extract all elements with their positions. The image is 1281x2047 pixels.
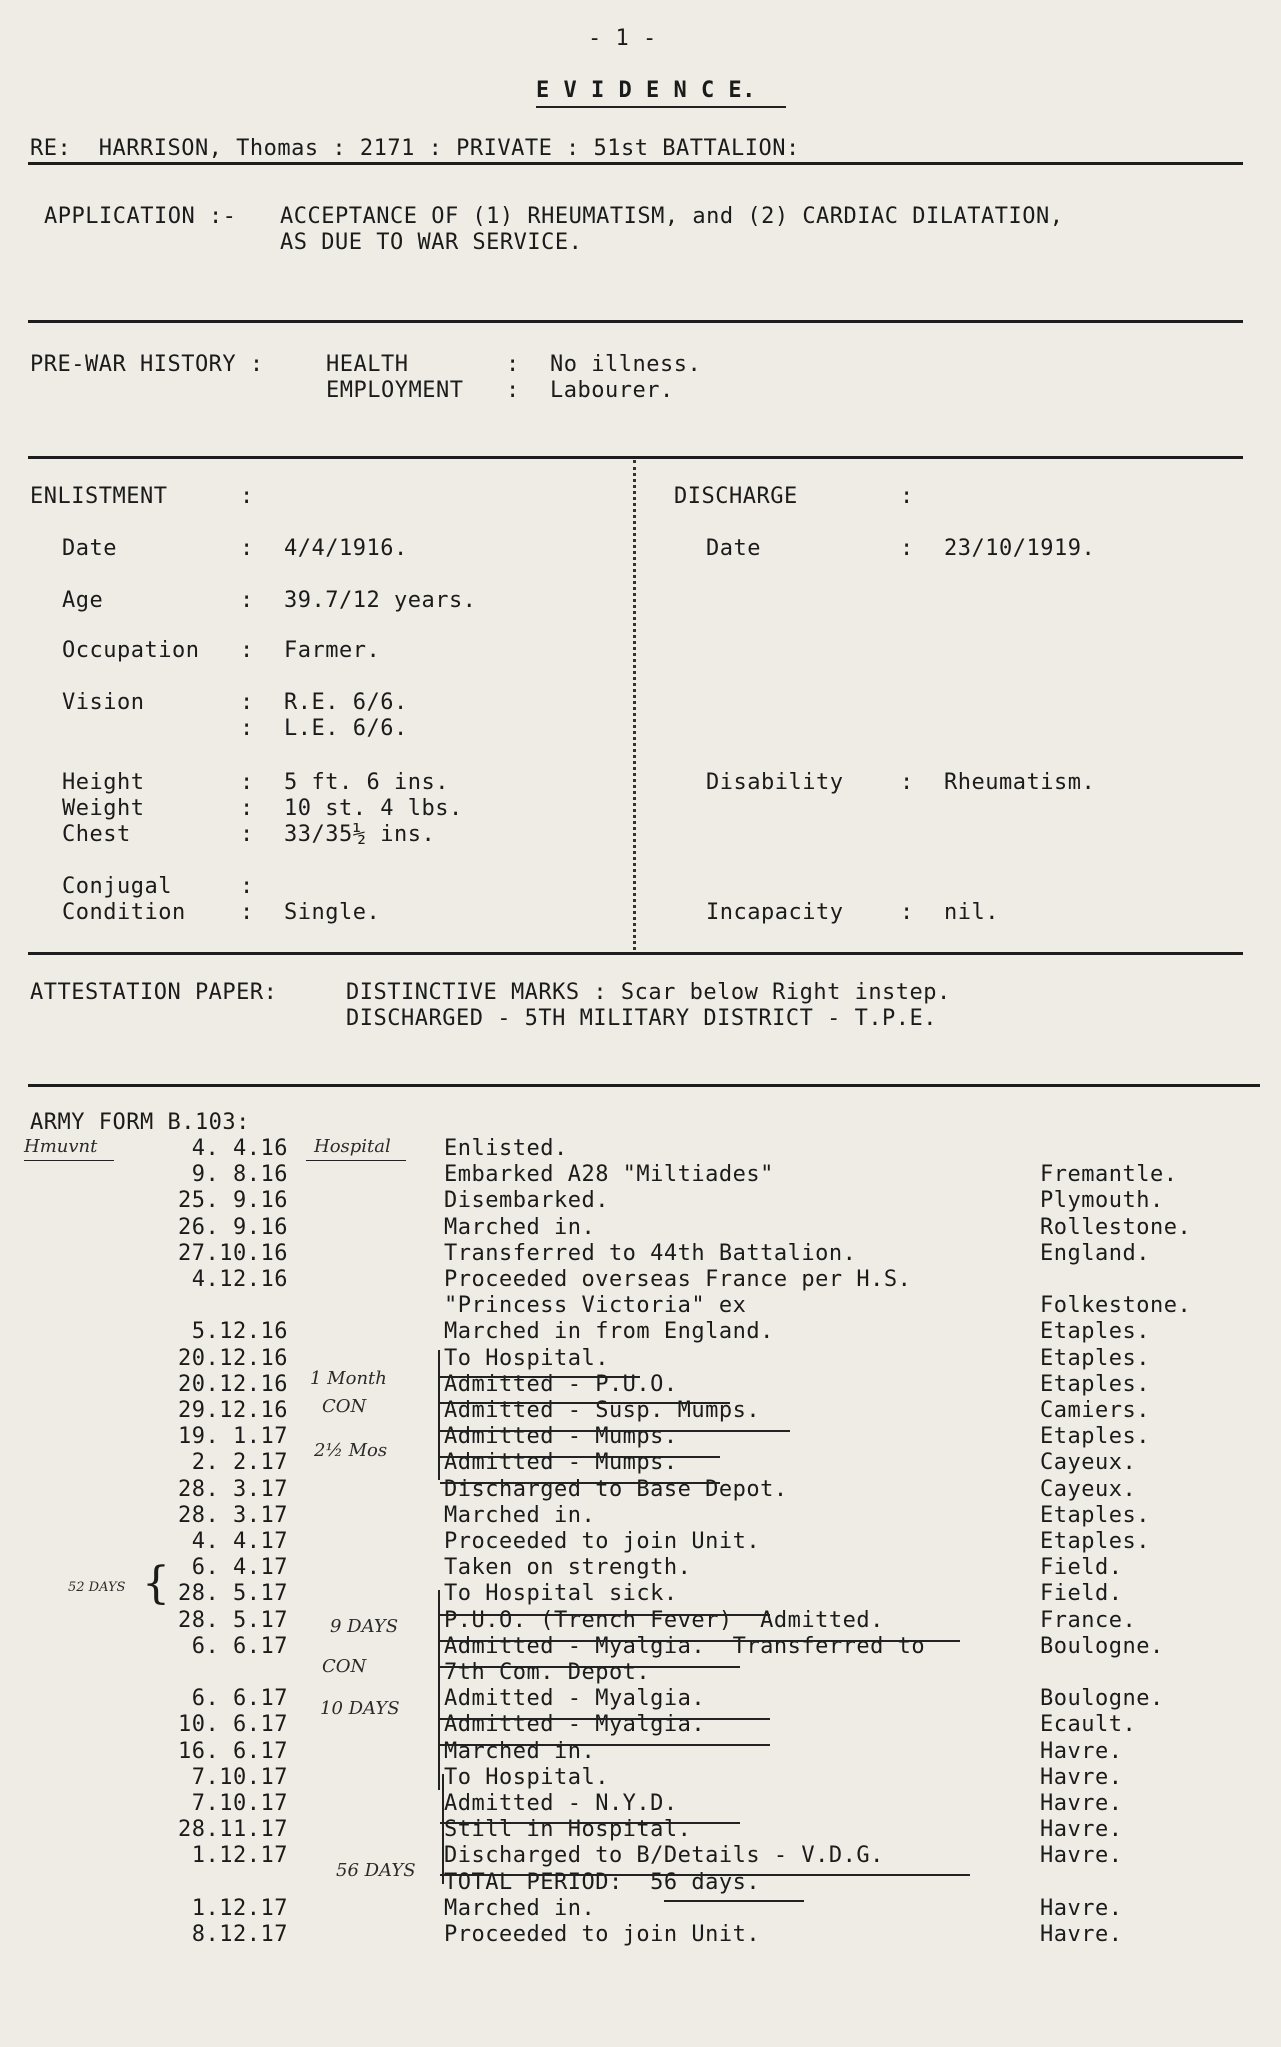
underline-myalgia-2 [440, 1718, 770, 1720]
entry-date: 28. 5.17 [178, 1581, 288, 1606]
enlistment-date-value: 4/4/1916. [284, 536, 408, 561]
entry-event: Still in Hospital. [444, 1817, 692, 1842]
prewar-health-colon: : [506, 352, 520, 377]
entry-event: Disembarked. [444, 1188, 609, 1213]
bracket-line-2 [438, 1590, 440, 1790]
entry-event: Proceeded to join Unit. [444, 1529, 761, 1554]
section-rule-3 [28, 952, 1243, 955]
entry-place: Havre. [1040, 1843, 1123, 1868]
handwritten-hospital: Hospital [314, 1136, 391, 1157]
entry-place: Etaples. [1040, 1319, 1150, 1344]
entry-place: Plymouth. [1040, 1188, 1164, 1213]
enlistment-conjugal-label-1: Conjugal [62, 874, 172, 899]
discharge-date-label: Date [706, 536, 761, 561]
entry-date: 4. 4.16 [191, 1136, 288, 1161]
entry-event: Embarked A28 "Miltiades" [444, 1162, 774, 1187]
enlistment-date-colon: : [240, 536, 254, 561]
entry-place: Fremantle. [1040, 1162, 1178, 1187]
handwritten-two-mos: 2½ Mos [314, 1440, 388, 1461]
handwritten-hmuvnt: Hmuvnt [24, 1136, 98, 1157]
entry-date: 8.12.17 [191, 1922, 288, 1947]
entry-date: 28. 5.17 [178, 1608, 288, 1633]
brace-icon: { [142, 1558, 171, 1609]
entry-date: 6. 6.17 [191, 1686, 288, 1711]
discharge-incapacity-value: nil. [944, 900, 999, 925]
entry-date: 6. 6.17 [191, 1634, 288, 1659]
entry-event: Discharged to Base Depot. [444, 1477, 788, 1502]
enlistment-conjugal-label-2: Condition [62, 900, 186, 925]
entry-place: Havre. [1040, 1739, 1123, 1764]
entry-date: 20.12.16 [178, 1372, 288, 1397]
entry-event: Enlisted. [444, 1136, 568, 1161]
enlistment-vision-le: L.E. 6/6. [284, 716, 408, 741]
entry-date: 10. 6.17 [178, 1712, 288, 1737]
entry-event: Discharged to B/Details - V.D.G. [444, 1843, 884, 1868]
attestation-line-2: DISCHARGED - 5TH MILITARY DISTRICT - T.P.E. [346, 1006, 938, 1031]
entry-date: 20.12.16 [178, 1346, 288, 1371]
entry-place: Etaples. [1040, 1346, 1150, 1371]
underline-susp-mumps [440, 1430, 790, 1432]
entry-place: Boulogne. [1040, 1634, 1164, 1659]
entry-event: Proceeded overseas France per H.S. [444, 1267, 912, 1292]
enlistment-occupation-label: Occupation [62, 638, 200, 663]
re-line-rule [28, 162, 1243, 165]
discharge-heading: DISCHARGE [674, 484, 798, 509]
enlistment-vision-colon-2: : [240, 716, 254, 741]
entry-place: France. [1040, 1608, 1137, 1633]
underline-myalgia-1 [440, 1666, 740, 1668]
enlistment-vision-label: Vision [62, 690, 145, 715]
enlistment-height-colon: : [240, 770, 254, 795]
entry-place: Rollestone. [1040, 1215, 1192, 1240]
underline-hospital-sick [440, 1614, 770, 1616]
entry-event: Admitted - Mumps. [444, 1424, 678, 1449]
enlistment-chest-colon: : [240, 822, 254, 847]
entry-place: Havre. [1040, 1896, 1123, 1921]
entry-event: To Hospital. [444, 1346, 609, 1371]
entry-date: 7.10.17 [191, 1791, 288, 1816]
handwritten-con-2: CON [322, 1656, 367, 1677]
entry-date: 6. 4.17 [191, 1555, 288, 1580]
entry-event: "Princess Victoria" ex [444, 1293, 747, 1318]
entry-place: Etaples. [1040, 1424, 1150, 1449]
enlistment-heading: ENLISTMENT [30, 484, 168, 509]
handwritten-56-days: 56 DAYS [336, 1860, 416, 1881]
entry-event: Admitted - Susp. Mumps. [444, 1398, 761, 1423]
entry-event: Admitted - Myalgia. [444, 1712, 706, 1737]
prewar-label: PRE-WAR HISTORY : [30, 352, 264, 377]
entry-date: 2. 2.17 [191, 1450, 288, 1475]
enlistment-weight-colon: : [240, 796, 254, 821]
enlistment-height-value: 5 ft. 6 ins. [284, 770, 449, 795]
enlistment-date-label: Date [62, 536, 117, 561]
entry-place: Etaples. [1040, 1503, 1150, 1528]
entry-event: Admitted - Myalgia. [444, 1686, 706, 1711]
enlistment-vision-colon-1: : [240, 690, 254, 715]
entry-event: Marched in. [444, 1503, 596, 1528]
entry-date: 5.12.16 [191, 1319, 288, 1344]
section-rule-4 [28, 1084, 1260, 1087]
entry-place: Field. [1040, 1581, 1123, 1606]
enlistment-vision-re: R.E. 6/6. [284, 690, 408, 715]
application-line-2: AS DUE TO WAR SERVICE. [280, 230, 583, 255]
entry-date: 19. 1.17 [178, 1424, 288, 1449]
entry-date: 28. 3.17 [178, 1477, 288, 1502]
page-number: - 1 - [588, 26, 657, 51]
discharge-incapacity-label: Incapacity [706, 900, 844, 925]
handwritten-10-days: 10 DAYS [320, 1698, 400, 1719]
underline-admitted-puo [440, 1402, 730, 1404]
enlistment-conjugal-colon-1: : [240, 874, 254, 899]
prewar-employment-colon: : [506, 378, 520, 403]
entry-date: 26. 9.16 [178, 1215, 288, 1240]
discharge-disability-colon: : [900, 770, 914, 795]
entry-date: 16. 6.17 [178, 1739, 288, 1764]
entry-event: Admitted - Myalgia. Transferred to [444, 1634, 926, 1659]
entry-date: 4. 4.17 [191, 1529, 288, 1554]
entry-place: Havre. [1040, 1765, 1123, 1790]
underline-discharged-bd [440, 1874, 970, 1876]
entry-event: Taken on strength. [444, 1555, 692, 1580]
entry-place: Cayeux. [1040, 1450, 1137, 1475]
enlistment-chest-value: 33/35½ ins. [284, 822, 436, 847]
enlistment-age-colon: : [240, 588, 254, 613]
enlistment-weight-label: Weight [62, 796, 145, 821]
enlistment-conjugal-colon-2: : [240, 900, 254, 925]
entry-event: Marched in. [444, 1896, 596, 1921]
discharge-disability-label: Disability [706, 770, 844, 795]
re-line: RE: HARRISON, Thomas : 2171 : PRIVATE : 51st BATTALION: [30, 136, 800, 161]
application-label: APPLICATION :- [44, 204, 237, 229]
entry-event: To Hospital sick. [444, 1581, 678, 1606]
underline-mumps-2 [440, 1482, 720, 1484]
entry-place: Etaples. [1040, 1529, 1150, 1554]
entry-place: Field. [1040, 1555, 1123, 1580]
handwritten-con-1: CON [322, 1396, 367, 1417]
entry-event: Marched in from England. [444, 1319, 774, 1344]
entry-date: 4.12.16 [191, 1267, 288, 1292]
enlistment-occupation-colon: : [240, 638, 254, 663]
enlistment-age-label: Age [62, 588, 104, 613]
enlistment-chest-label: Chest [62, 822, 131, 847]
handwritten-52-days: 52 DAYS [68, 1580, 126, 1595]
entry-date: 9. 8.16 [191, 1162, 288, 1187]
underline-to-hospital [440, 1376, 640, 1378]
entry-event: Admitted - P.U.O. [444, 1372, 678, 1397]
underline-myalgia-3 [440, 1744, 770, 1746]
prewar-health-label: HEALTH [326, 352, 409, 377]
section-rule-1 [28, 320, 1243, 323]
prewar-employment-label: EMPLOYMENT [326, 378, 464, 403]
column-divider [633, 460, 636, 950]
handwritten-9-days: 9 DAYS [330, 1616, 399, 1637]
entry-event: TOTAL PERIOD: 56 days. [444, 1870, 761, 1895]
enlistment-conjugal-value: Single. [284, 900, 381, 925]
entry-event: Admitted - N.Y.D. [444, 1791, 678, 1816]
discharge-incapacity-colon: : [900, 900, 914, 925]
prewar-employment-value: Labourer. [550, 378, 674, 403]
entry-place: Havre. [1040, 1922, 1123, 1947]
enlistment-occupation-value: Farmer. [284, 638, 381, 663]
entry-place: England. [1040, 1241, 1150, 1266]
prewar-health-value: No illness. [550, 352, 702, 377]
hospital-underline [306, 1160, 406, 1161]
entry-date: 7.10.17 [191, 1765, 288, 1790]
entry-date: 25. 9.16 [178, 1188, 288, 1213]
entry-event: To Hospital. [444, 1765, 609, 1790]
discharge-date-value: 23/10/1919. [944, 536, 1096, 561]
entry-place: Havre. [1040, 1791, 1123, 1816]
entry-event: Transferred to 44th Battalion. [444, 1241, 857, 1266]
enlistment-age-value: 39.7/12 years. [284, 588, 477, 613]
entry-date: 27.10.16 [178, 1241, 288, 1266]
attestation-label: ATTESTATION PAPER: [30, 980, 278, 1005]
underline-mumps-1 [440, 1456, 720, 1458]
underline-nyd [440, 1822, 740, 1824]
discharge-heading-colon: : [900, 484, 914, 509]
entry-event: Proceeded to join Unit. [444, 1922, 761, 1947]
entry-event: Admitted - Mumps. [444, 1450, 678, 1475]
entry-place: Boulogne. [1040, 1686, 1164, 1711]
entry-event: Marched in. [444, 1215, 596, 1240]
title-underline [536, 106, 786, 108]
entry-event: Marched in. [444, 1739, 596, 1764]
bracket-line-3 [442, 1774, 444, 1884]
document-title: E V I D E N C E. [536, 78, 756, 103]
entry-place: Folkestone. [1040, 1293, 1192, 1318]
hmuvnt-underline [24, 1160, 114, 1161]
entry-date: 28. 3.17 [178, 1503, 288, 1528]
entry-event: 7th Com. Depot. [444, 1660, 651, 1685]
handwritten-one-month: 1 Month [310, 1368, 387, 1389]
entry-place: Havre. [1040, 1817, 1123, 1842]
discharge-date-colon: : [900, 536, 914, 561]
entry-place: Etaples. [1040, 1372, 1150, 1397]
entry-place: Camiers. [1040, 1398, 1150, 1423]
underline-trench-fever [440, 1640, 960, 1642]
enlistment-heading-colon: : [240, 484, 254, 509]
entry-place: Cayeux. [1040, 1477, 1137, 1502]
attestation-line-1: DISTINCTIVE MARKS : Scar below Right instep. [346, 980, 951, 1005]
entry-place: Ecault. [1040, 1712, 1137, 1737]
discharge-disability-value: Rheumatism. [944, 770, 1096, 795]
army-form-heading: ARMY FORM B.103: [30, 1110, 250, 1135]
underline-total-period [664, 1900, 804, 1902]
enlistment-weight-value: 10 st. 4 lbs. [284, 796, 463, 821]
entry-date: 29.12.16 [178, 1398, 288, 1423]
entry-date: 1.12.17 [191, 1896, 288, 1921]
entry-date: 28.11.17 [178, 1817, 288, 1842]
section-rule-2 [28, 456, 1243, 459]
enlistment-height-label: Height [62, 770, 145, 795]
entry-event: P.U.O. (Trench Fever) Admitted. [444, 1608, 884, 1633]
application-line-1: ACCEPTANCE OF (1) RHEUMATISM, and (2) CARDIAC DILATATION, [280, 204, 1064, 229]
entry-date: 1.12.17 [191, 1843, 288, 1868]
bracket-line-1 [438, 1350, 440, 1480]
